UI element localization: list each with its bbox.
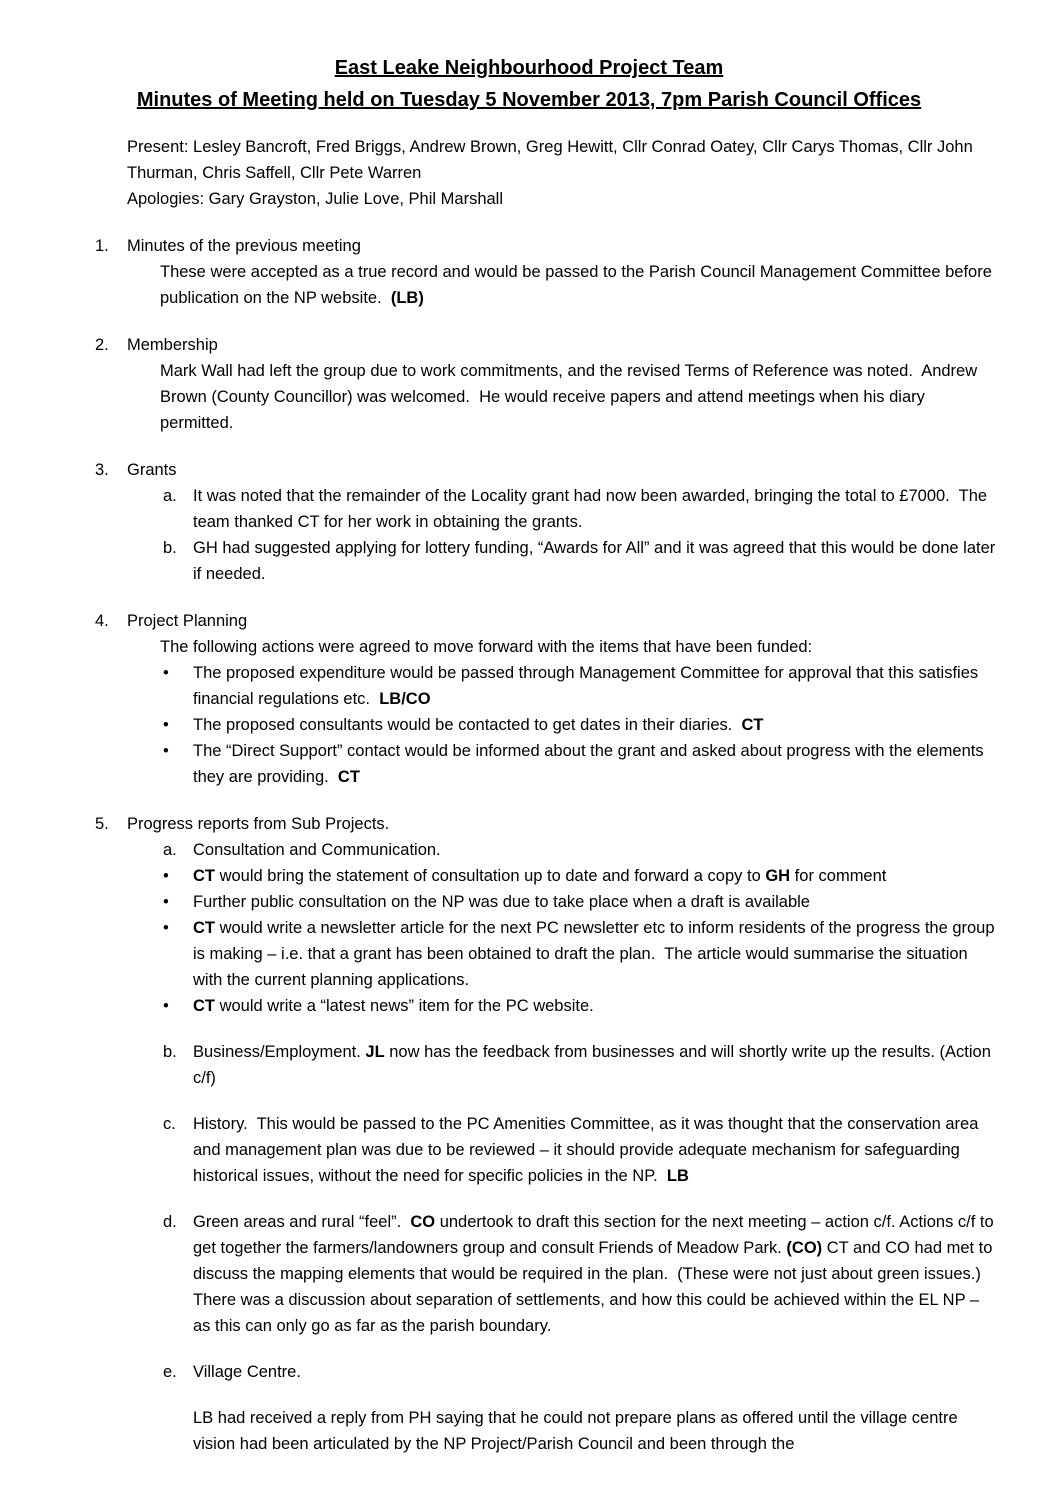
bullet-item: [95, 889, 996, 915]
section-heading: Progress reports from Sub Projects.: [127, 815, 390, 833]
bullet-icon: •: [163, 716, 169, 734]
letter-item: [95, 1039, 996, 1091]
paragraph: [193, 1405, 996, 1457]
title-line-1: East Leake Neighbourhood Project Team: [334, 57, 724, 79]
letter-list: [95, 837, 996, 863]
letter-marker: a.: [163, 487, 177, 505]
text: It was noted that the remainder of the Locality grant had now been awarded, bringing the total to £7000. The team thanked CT for her work in obtaining the grants.: [193, 487, 992, 531]
bullet-text: [193, 867, 886, 885]
letter-list: [95, 483, 1000, 587]
text: The proposed consultants would be contacted to get dates in their diaries.: [193, 716, 742, 734]
bold-text: CT: [193, 919, 215, 937]
letter-text: [193, 1115, 983, 1185]
text: These were accepted as a true record and would be passed to the Parish Council Management Committee before publication on the NP website.: [160, 263, 997, 307]
section-header: [95, 811, 996, 837]
letter-marker: c.: [163, 1115, 176, 1133]
bullet-icon: •: [163, 742, 169, 760]
text: History. This would be passed to the PC Amenities Committee, as it was thought that the conservation area and management plan was due to be reviewed – it should provide adequate mechanism for safeguarding historical issues, without the need for specific policies in the NP.: [193, 1115, 983, 1185]
bold-text: LB/CO: [379, 690, 431, 708]
text: Mark Wall had left the group due to work commitments, and the revised Terms of Reference was noted. Andrew Brown (County Councillor) was welcomed. He would receive papers and attend meetings when his diary permitted.: [160, 362, 982, 432]
section-number: 3.: [95, 461, 109, 479]
section-header: [95, 233, 996, 259]
text: The following actions were agreed to move forward with the items that have been funded:: [160, 638, 813, 656]
attendance-block: [127, 134, 996, 212]
text: Village Centre.: [193, 1363, 301, 1381]
text: The proposed expenditure would be passed through Management Committee for approval that this satisfies financial regulations etc.: [193, 664, 983, 708]
bullet-icon: •: [163, 919, 169, 937]
bold-text: (CO): [786, 1239, 823, 1257]
section-1: [95, 233, 996, 311]
sections-container: [95, 233, 1000, 1457]
bullet-text: [193, 716, 764, 734]
text: GH had suggested applying for lottery funding, “Awards for All” and it was agreed that this would be done later if needed.: [193, 539, 1000, 583]
text: would bring the statement of consultation up to date and forward a copy to: [215, 867, 766, 885]
document-title: [0, 0, 1058, 116]
document-content: [0, 134, 1058, 1457]
letter-text: [193, 1363, 301, 1381]
text: would write a newsletter article for the next PC newsletter etc to inform residents of the progress the group is making – i.e. that a grant has been obtained to draft the plan. The article would summarise the situation with the current planning applications.: [193, 919, 1000, 989]
letter-marker: b.: [163, 539, 177, 557]
bullet-icon: •: [163, 664, 169, 682]
bullet-text: [193, 919, 999, 989]
bold-text: GH: [765, 867, 791, 885]
section-number: 4.: [95, 612, 109, 630]
letter-list: [95, 1039, 999, 1385]
bold-text: LB: [666, 1167, 689, 1185]
letter-marker: d.: [163, 1213, 177, 1231]
letter-text: [193, 1213, 998, 1335]
letter-text: [193, 1043, 995, 1087]
letter-text: [193, 539, 1000, 583]
text: for comment: [790, 867, 887, 885]
bullet-text: [193, 664, 983, 708]
letter-marker: b.: [163, 1043, 177, 1061]
bullet-item: [95, 738, 996, 790]
bold-text: CT: [741, 716, 764, 734]
bold-text: CT: [193, 997, 215, 1015]
bullet-item: [95, 660, 996, 712]
text: now has the feedback from businesses and will shortly write up the results. (Action c/f): [193, 1043, 996, 1087]
bullet-text: [193, 997, 594, 1015]
bold-text: (LB): [390, 289, 424, 307]
section-header: [95, 457, 996, 483]
text: undertook to draft this section for the next meeting – action c/f. Actions c/f to get together the farmers/landowners group and consult Friends of Meadow Park.: [193, 1213, 999, 1257]
paragraph: [160, 358, 996, 436]
text: Green areas and rural “feel”.: [193, 1213, 411, 1231]
bold-text: JL: [365, 1043, 385, 1061]
title-line-2: Minutes of Meeting held on Tuesday 5 November 2013, 7pm Parish Council Offices: [136, 89, 922, 111]
letter-item: [95, 1209, 999, 1339]
letter-text: [193, 487, 992, 531]
letter-marker: e.: [163, 1363, 177, 1381]
section-heading: Minutes of the previous meeting: [127, 237, 361, 255]
section-heading: Project Planning: [127, 612, 248, 630]
section-4: [95, 608, 996, 790]
bullet-text: [193, 742, 988, 786]
bullet-item: [95, 863, 996, 889]
paragraph: [160, 259, 996, 311]
letter-item: [95, 1111, 996, 1189]
text: Business/Employment.: [193, 1043, 366, 1061]
text: Consultation and Communication.: [193, 841, 441, 859]
letter-item: [95, 535, 1000, 587]
bullet-icon: •: [163, 997, 169, 1015]
text: CT and CO had met to discuss the mapping elements that would be required in the plan. (These were not just about green issues.) There was a discussion about separation of settlements, and how this could be achieved within the EL NP – as this can only go as far as the parish boundary.: [193, 1239, 998, 1335]
present-line: Present: Lesley Bancroft, Fred Briggs, Andrew Brown, Greg Hewitt, Cllr Conrad Oatey, Cllr Carys Thomas, Cllr John Thurman, Chris Saffell, Cllr Pete Warren: [127, 138, 978, 182]
letter-item: [95, 483, 996, 535]
text: would write a “latest news” item for the PC website.: [215, 997, 594, 1015]
letter-item: [95, 837, 996, 863]
section-number: 1.: [95, 237, 109, 255]
bullet-icon: •: [163, 867, 169, 885]
letter-item: [95, 1359, 996, 1385]
bullet-icon: •: [163, 893, 169, 911]
text: Further public consultation on the NP was due to take place when a draft is available: [193, 893, 810, 911]
bullet-list: [95, 660, 996, 790]
bullet-list: [95, 863, 1000, 1019]
section-header: [95, 608, 996, 634]
letter-marker: a.: [163, 841, 177, 859]
bullet-item: [95, 993, 996, 1019]
bold-text: CO: [410, 1213, 436, 1231]
bullet-item: [95, 915, 1000, 993]
bullet-item: [95, 712, 996, 738]
section-number: 2.: [95, 336, 109, 354]
section-5: [95, 811, 1000, 1457]
bold-text: CT: [193, 867, 215, 885]
letter-text: [193, 841, 441, 859]
section-heading: Membership: [127, 336, 218, 354]
section-number: 5.: [95, 815, 109, 833]
section-3: [95, 457, 1000, 587]
bold-text: CT: [337, 768, 360, 786]
paragraph: [160, 634, 996, 660]
apologies-line: Apologies: Gary Grayston, Julie Love, Phil Marshall: [127, 190, 504, 208]
section-2: [95, 332, 996, 436]
bullet-text: [193, 893, 810, 911]
section-header: [95, 332, 996, 358]
section-heading: Grants: [127, 461, 177, 479]
text: The “Direct Support” contact would be informed about the grant and asked about progress with the elements they are providing.: [193, 742, 989, 786]
text: LB had received a reply from PH saying that he could not prepare plans as offered until the village centre vision had been articulated by the NP Project/Parish Council and been through the: [193, 1409, 963, 1453]
